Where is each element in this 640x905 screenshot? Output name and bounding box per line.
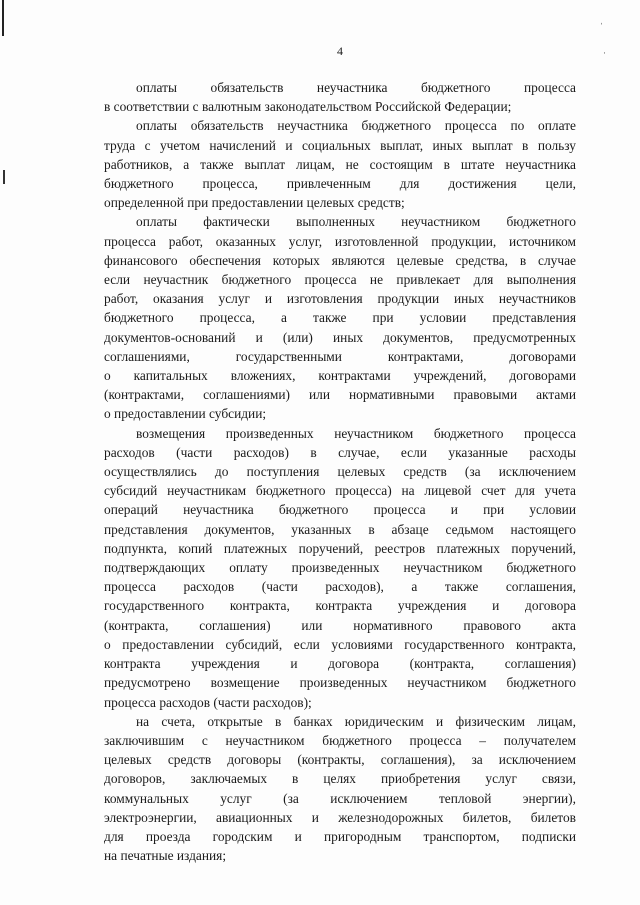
text-line: (контрактами, соглашениями) или нормативными правовыми актами [104,387,576,403]
text-line: коммунальных услуг (за исключением тепловой энергии), [104,790,576,806]
scan-edge-mark [2,0,4,36]
scan-speck: · [603,48,606,58]
text-line: бюджетного процесса, а также при условии представления [104,310,576,326]
text-line: предусмотрено возмещение произведенных неучастником бюджетного [104,675,576,691]
text-line: определенной при предоставлении целевых средств; [104,195,405,211]
text-line: договоров, заключаемых в целях приобретения услуг связи, [104,771,576,787]
text-line: оплаты обязательств неучастника бюджетного процесса по оплате [136,118,576,134]
text-line: на счета, открытые в банках юридическим и физическим лицам, [136,713,576,729]
text-line: на печатные издания; [104,848,227,864]
scan-edge-mark [3,170,5,184]
text-line: работников, а также выплат лицам, не состоящим в штате неучастника [104,156,576,172]
text-line: представления документов, указанных в абзаце седьмом настоящего [104,521,576,537]
text-line: государственного контракта, контракта учреждения и договора [104,598,576,614]
text-line: работ, оказания услуг и изготовления продукции иных неучастников [104,291,576,307]
text-line: процесса расходов (части расходов), а также соглашения, [104,579,576,595]
text-line: контракта учреждения и договора (контракта, соглашения) [104,656,576,672]
text-line: в соответствии с валютным законодательством Российской Федерации; [104,99,512,115]
page-number: 4 [337,44,343,58]
text-line: осуществлялись до поступления целевых средств (за исключением [104,464,576,480]
text-line: операций неучастника бюджетного процесса и при условии [104,502,576,518]
document-body [104,78,576,865]
text-line: если неучастник бюджетного процесса не привлекает для выполнения [104,272,576,288]
text-line: финансового обеспечения которых являются целевые средства, в случае [104,252,576,268]
text-line: труда с учетом начислений и социальных выплат, иных выплат в пользу [104,137,576,153]
text-line: подпункта, копий платежных поручений, реестров платежных поручений, [104,540,576,556]
text-line: (контракта, соглашения) или нормативного правового акта [104,617,576,633]
text-line: субсидий неучастникам бюджетного процесса) на лицевой счет для учета [104,483,576,499]
text-line: оплаты обязательств неучастника бюджетного процесса [136,80,576,95]
text-line: о предоставлении субсидии; [104,406,267,422]
text-line: о капитальных вложениях, контрактами учреждений, договорами [104,368,576,384]
text-line: возмещения произведенных неучастником бюджетного процесса [136,425,576,441]
text-line: процесса работ, оказанных услуг, изготовленной продукции, источником [104,233,576,249]
text-line: соглашениями, государственными контрактами, договорами [104,348,576,364]
text-line: целевых средств договоры (контракты, соглашения), за исключением [104,752,576,768]
text-line: расходов (части расходов) в случае, если указанные расходы [104,444,576,460]
text-line: электроэнергии, авиационных и железнодорожных билетов, билетов [104,809,576,825]
text-line: о предоставлении субсидий, если условиями государственного контракта, [104,636,576,652]
text-line: документов-оснований и (или) иных документов, предусмотренных [104,329,576,345]
text-line: оплаты фактически выполненных неучастником бюджетного [136,214,576,230]
text-line: заключившим с неучастником бюджетного процесса – получателем [104,732,576,748]
text-line: процесса расходов (части расходов); [104,694,312,710]
text-line: подтверждающих оплату произведенных неучастником бюджетного [104,560,576,576]
text-line: бюджетного процесса, привлеченным для достижения цели, [104,176,576,192]
text-line: для проезда городским и пригородным транспортом, подписки [104,828,576,844]
scan-speck: ˈ [600,22,604,33]
